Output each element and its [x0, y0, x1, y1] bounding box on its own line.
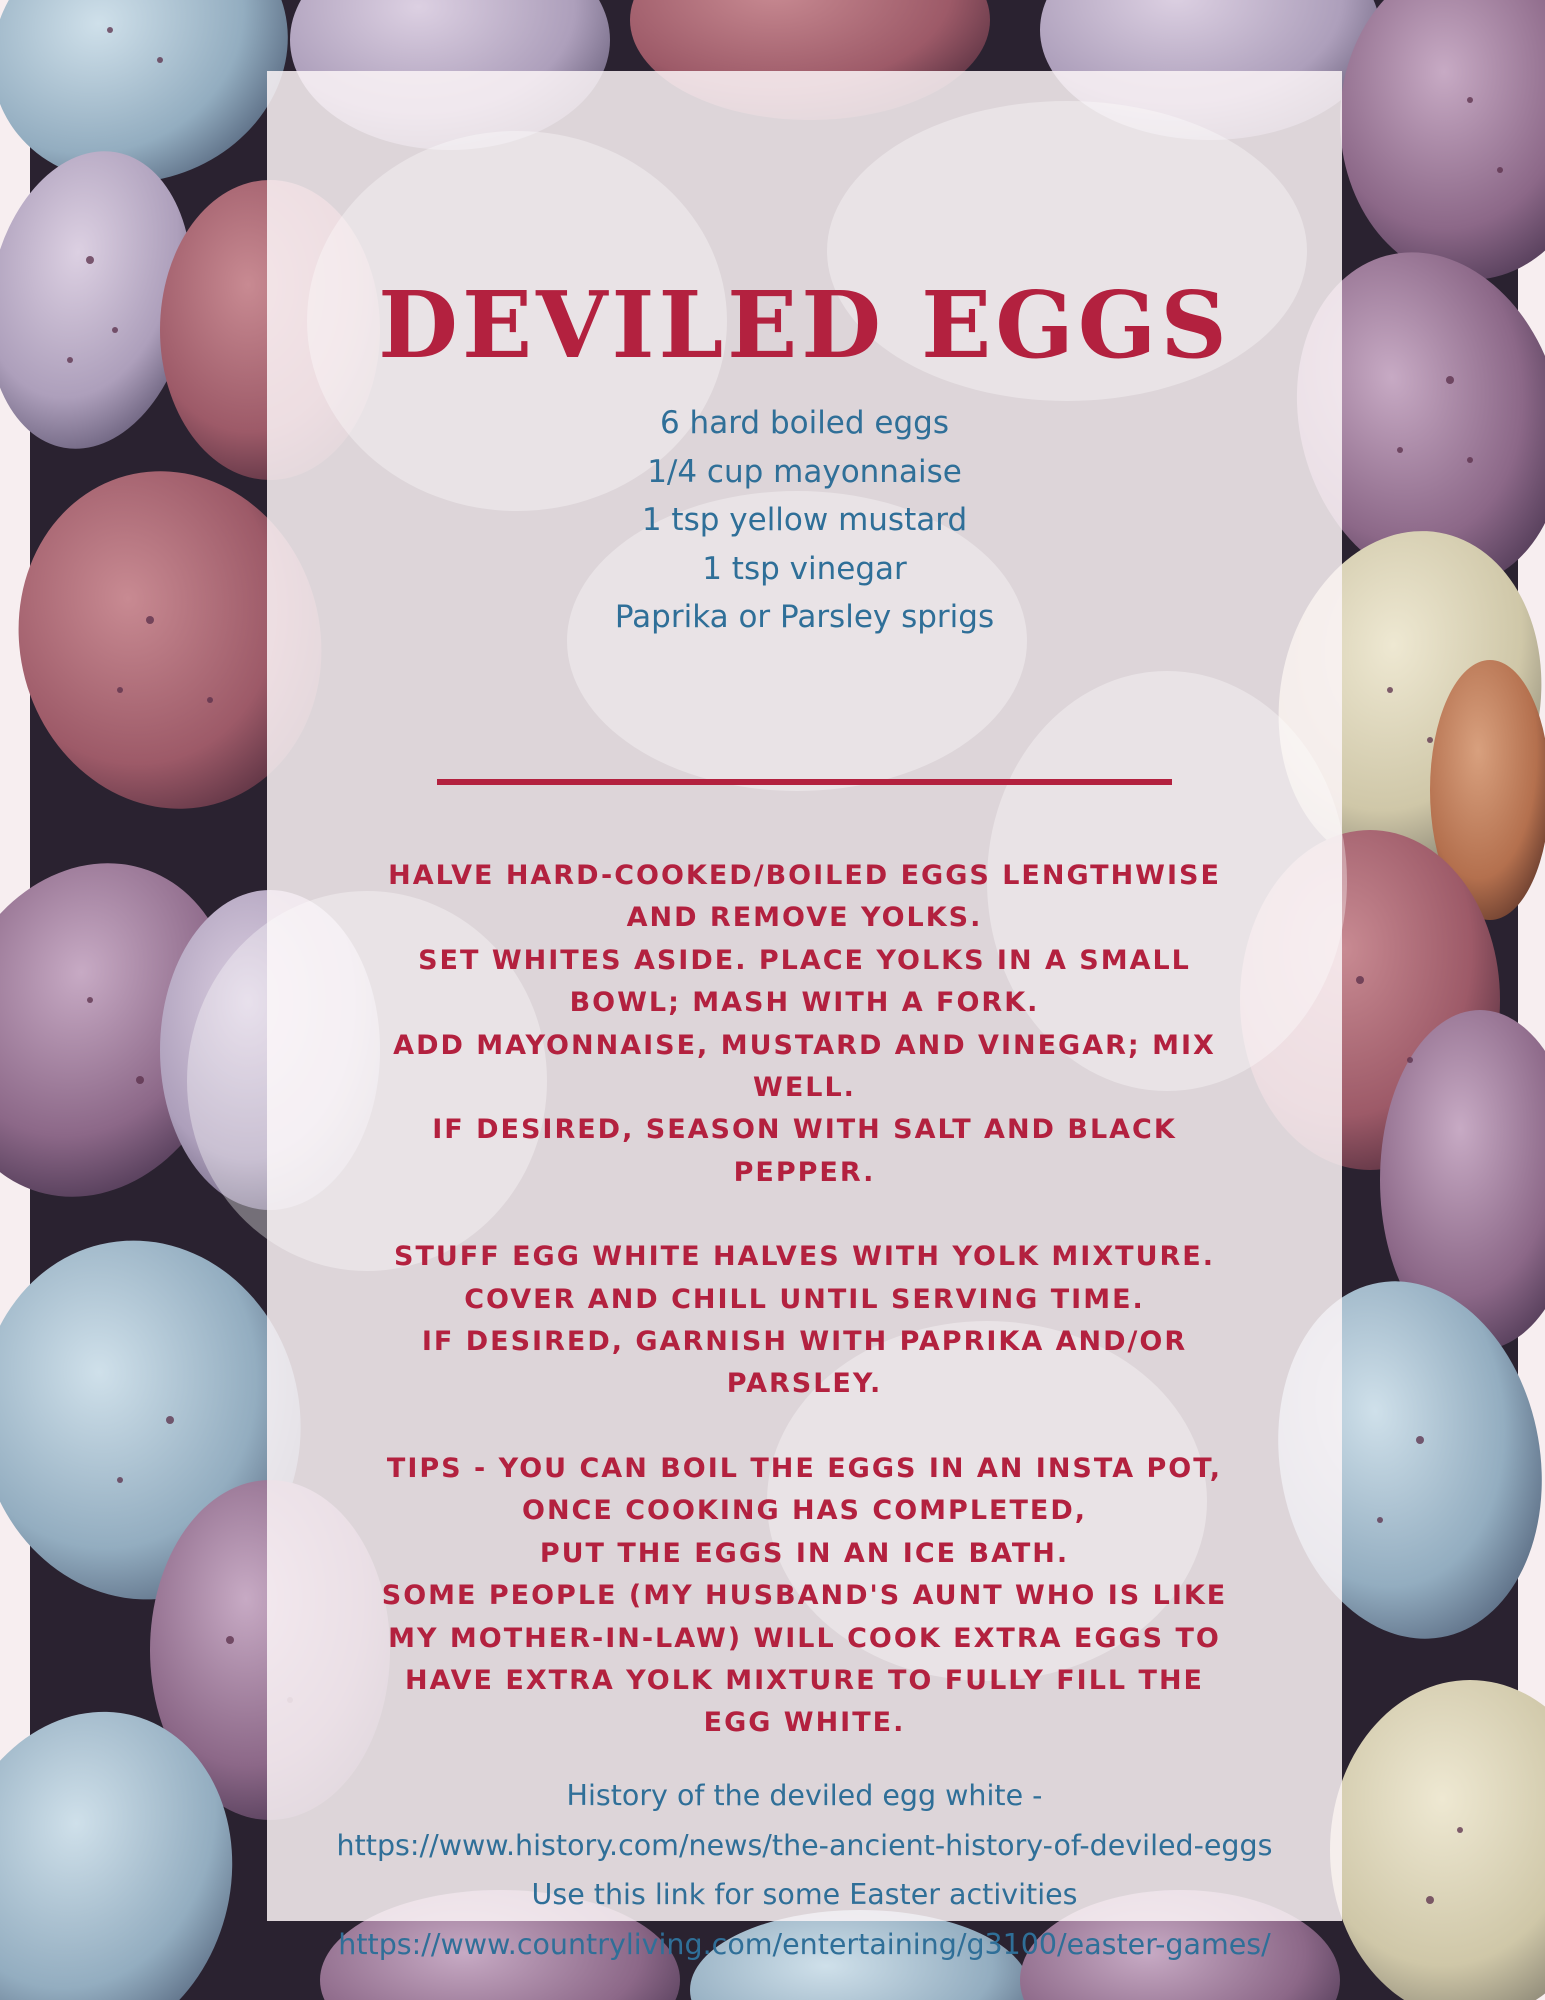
instruction-line: AND REMOVE YOLKS.: [626, 902, 983, 934]
ingredient-item: 1 tsp yellow mustard: [641, 502, 968, 538]
instruction-line: SET WHITES ASIDE. PLACE YOLKS IN A SMALL: [418, 944, 1191, 976]
instruction-line: MY MOTHER-IN-LAW) WILL COOK EXTRA EGGS TO: [388, 1622, 1221, 1654]
instruction-line: EGG WHITE.: [703, 1707, 906, 1739]
easter-link-label: Use this link for some Easter activities: [531, 1878, 1078, 1911]
instruction-line: TIPS - YOU CAN BOIL THE EGGS IN AN INSTA POT,: [386, 1452, 1223, 1484]
reference-links: [267, 1771, 1342, 1969]
paragraph-gap: [367, 1194, 1242, 1236]
history-link[interactable]: https://www.history.com/news/the-ancient-history-of-deviled-eggs: [336, 1828, 1273, 1862]
instruction-line: IF DESIRED, SEASON WITH SALT AND BLACK: [432, 1114, 1177, 1146]
instruction-line: BOWL; MASH WITH A FORK.: [569, 987, 1040, 1019]
ingredient-item: Paprika or Parsley sprigs: [614, 599, 995, 635]
paragraph-gap: [367, 1406, 1242, 1448]
instruction-line: HAVE EXTRA YOLK MIXTURE TO FULLY FILL THE: [405, 1664, 1204, 1696]
recipe-card: [267, 71, 1342, 1961]
instruction-line: HALVE HARD-COOKED/BOILED EGGS LENGTHWISE: [388, 860, 1221, 891]
instructions: [367, 855, 1242, 1745]
instruction-line: PEPPER.: [733, 1156, 876, 1188]
instruction-line: STUFF EGG WHITE HALVES WITH YOLK MIXTURE.: [394, 1241, 1215, 1273]
recipe-title: DEVILED EGGS: [378, 271, 1231, 379]
instruction-line: PUT THE EGGS IN AN ICE BATH.: [539, 1537, 1070, 1569]
instruction-line: COVER AND CHILL UNTIL SERVING TIME.: [464, 1283, 1145, 1315]
easter-link[interactable]: https://www.countryliving.com/entertaining/g3100/easter-games/: [338, 1927, 1271, 1961]
instruction-line: ADD MAYONNAISE, MUSTARD AND VINEGAR; MIX: [393, 1029, 1216, 1061]
instruction-line: IF DESIRED, GARNISH WITH PAPRIKA AND/OR: [421, 1326, 1188, 1358]
instruction-line: WELL.: [753, 1072, 856, 1104]
section-divider: [437, 779, 1172, 785]
instruction-line: PARSLEY.: [726, 1368, 883, 1400]
ingredient-item: 1 tsp vinegar: [702, 550, 907, 587]
instruction-line: SOME PEOPLE (MY HUSBAND'S AUNT WHO IS LIKE: [381, 1580, 1228, 1612]
easter-eggs-background: [30, 0, 1518, 2000]
instruction-line: ONCE COOKING HAS COMPLETED,: [522, 1495, 1087, 1527]
ingredient-item: 1/4 cup mayonnaise: [647, 453, 962, 490]
ingredient-list: [267, 399, 1342, 642]
history-link-label: History of the deviled egg white -: [566, 1779, 1043, 1812]
ingredient-item: 6 hard boiled eggs: [659, 405, 949, 441]
